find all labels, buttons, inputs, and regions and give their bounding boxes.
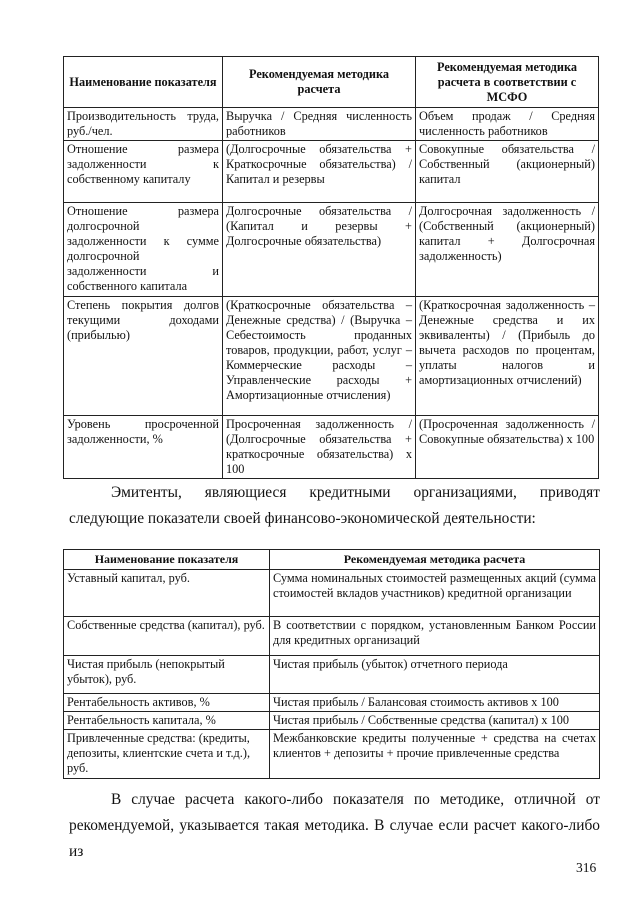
alternative-method-paragraph: В случае расчета какого-либо показателя по методике, отличной от рекомендуемой, указывается такая методика. В случае если расчет какого-либо из [69,791,600,860]
table-header-row [64,550,600,570]
table-row [64,694,600,712]
method-cell: Чистая прибыль / Собственные средства (капитал) х 100 [270,712,600,730]
indicator-name-cell: Степень покрытия долгов текущими доходами (прибылью) [64,297,223,416]
ifrs-method-cell: (Краткосрочная задолженность – Денежные средства и их эквиваленты) / (Прибыль до вычета расходов по процентам, уплаты налогов и амортизационных отчислений) [416,297,599,416]
page-number: 316 [576,860,597,875]
ifrs-method-cell: Долгосрочная задолженность / (Собственный (акционерный) капитал + Долгосрочная задолженность) [416,203,599,297]
method-cell: (Краткосрочные обязательства – Денежные средства) / (Выручка – Себестоимость проданных товаров, продукции, работ, услуг – Коммерческие расходы – Управленческие расходы + Амортизационные отчисления) [223,297,416,416]
method-cell: В соответствии с порядком, установленным Банком России для кредитных организаций [270,617,600,656]
column-header-indicator: Наименование показателя [64,57,223,108]
indicator-name-cell: Рентабельность активов, % [64,694,270,712]
indicator-name-cell: Чистая прибыль (непокрытый убыток), руб. [64,656,270,694]
table-row [64,416,599,479]
indicator-name-cell: Уровень просроченной задолженности, % [64,416,223,479]
column-header-indicator: Наименование показателя [64,550,270,570]
indicator-name-cell: Уставный капитал, руб. [64,570,270,617]
method-cell: Чистая прибыль (убыток) отчетного периода [270,656,600,694]
column-header-method: Рекомендуемая методика расчета [270,550,600,570]
indicator-name-cell: Отношение размера долгосрочной задолженности к сумме долгосрочной задолженности и собственного капитала [64,203,223,297]
table-row [64,141,599,203]
method-cell: Чистая прибыль / Балансовая стоимость активов х 100 [270,694,600,712]
indicator-name-cell: Рентабельность капитала, % [64,712,270,730]
credit-organizations-intro-paragraph: Эмитенты, являющиеся кредитными организациями, приводят следующие показатели своей финансово-экономической деятельности: [69,484,600,527]
method-cell: Просроченная задолженность / (Долгосрочные обязательства + краткосрочные обязательства) х 100 [223,416,416,479]
table-header-row [64,57,599,108]
table-row [64,730,600,779]
column-header-method: Рекомендуемая методика расчета [223,57,416,108]
method-cell: Сумма номинальных стоимостей размещенных акций (сумма стоимостей вкладов участников) кредитной организации [270,570,600,617]
table-row [64,712,600,730]
ifrs-method-cell: Совокупные обязательства / Собственный (акционерный) капитал [416,141,599,203]
method-cell: Долгосрочные обязательства / (Капитал и резервы + Долгосрочные обязательства) [223,203,416,297]
credit-organization-indicators-table [63,549,600,779]
indicator-name-cell: Производительность труда, руб./чел. [64,108,223,141]
indicator-name-cell: Собственные средства (капитал), руб. [64,617,270,656]
column-header-ifrs-method: Рекомендуемая методика расчета в соответствии с МСФО [416,57,599,108]
method-cell: (Долгосрочные обязательства + Краткосрочные обязательства) / Капитал и резервы [223,141,416,203]
table-row [64,617,600,656]
table-row [64,108,599,141]
table-row [64,297,599,416]
method-cell: Межбанковские кредиты полученные + средства на счетах клиентов + депозиты + прочие привлеченные средства [270,730,600,779]
table-row [64,656,600,694]
indicators-table-ifrs [63,56,599,479]
table-row [64,570,600,617]
ifrs-method-cell: Объем продаж / Средняя численность работников [416,108,599,141]
indicator-name-cell: Отношение размера задолженности к собственному капиталу [64,141,223,203]
ifrs-method-cell: (Просроченная задолженность / Совокупные обязательства) х 100 [416,416,599,479]
indicator-name-cell: Привлеченные средства: (кредиты, депозиты, клиентские счета и т.д.), руб. [64,730,270,779]
method-cell: Выручка / Средняя численность работников [223,108,416,141]
table-row [64,203,599,297]
